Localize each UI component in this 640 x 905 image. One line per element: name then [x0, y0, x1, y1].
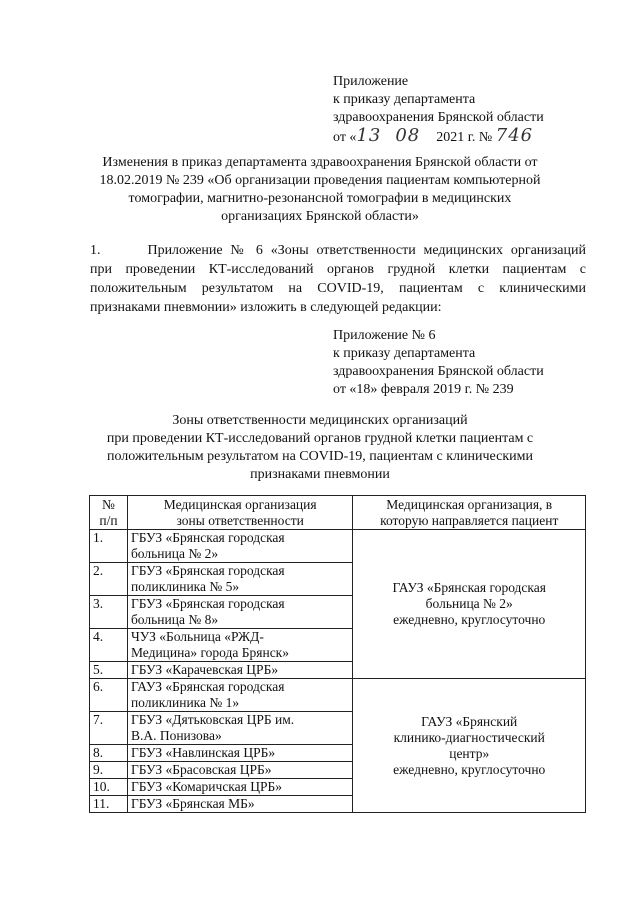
row-organization: ГБУЗ «Навлинская ЦРБ»: [127, 745, 353, 762]
header-destination-line2: которую направляется пациент: [380, 512, 559, 528]
zones-title-line: при проведении КТ-исследований органов грудной клетки пациентам с: [106, 431, 534, 446]
table-header-row: [90, 496, 586, 530]
destination-a-line3: ежедневно, круглосуточно: [393, 612, 546, 627]
row-organization: [127, 712, 353, 745]
row-organization-line2: В.А. Понизова»: [130, 728, 222, 743]
header-organization-line1: Медицинская организация: [163, 496, 317, 512]
paragraph-line: при проведении КТ-исследований органов грудной клетки пациентам с: [90, 262, 586, 277]
row-organization: [127, 530, 353, 563]
paragraph-line: 1. Приложение № 6 «Зоны ответственности медицинских организаций: [90, 243, 586, 258]
row-organization: ГБУЗ «Карачевская ЦРБ»: [127, 662, 353, 679]
row-organization: ГБУЗ «Брянская МБ»: [127, 796, 353, 813]
row-organization: ГБУЗ «Брасовская ЦРБ»: [127, 762, 353, 779]
row-organization-line1: ГБУЗ «Брянская городская: [130, 596, 285, 611]
handwritten-month: 08: [395, 125, 421, 146]
appendix-order-line: к приказу департамента: [333, 92, 476, 107]
header-number: [90, 496, 128, 530]
appendix6-department-line: здравоохранения Брянской области: [333, 364, 544, 379]
destination-cell-diagnostic-center: [353, 679, 586, 813]
row-organization-line2: поликлиника № 1»: [130, 695, 240, 710]
paragraph-line: признаками пневмонии» изложить в следующей редакции:: [90, 300, 442, 315]
row-organization-line1: ГАУЗ «Брянская городская: [130, 679, 285, 694]
destination-cell-hospital-2: [353, 530, 586, 679]
main-title-line: организациях Брянской области»: [221, 209, 419, 224]
appendix6-header: [333, 327, 544, 399]
row-number: 11.: [90, 796, 128, 813]
zones-title-line: Зоны ответственности медицинских организаций: [172, 413, 468, 428]
row-number: 6.: [90, 679, 128, 712]
header-number-line1: №: [102, 496, 115, 512]
row-organization: [127, 596, 353, 629]
row-organization-line1: ГБУЗ «Дятьковская ЦРБ им.: [130, 712, 295, 727]
row-organization-line1: ЧУЗ «Больница «РЖД-: [130, 629, 264, 644]
handwritten-number: 746: [495, 125, 534, 146]
row-organization-line1: ГБУЗ «Брянская городская: [130, 530, 285, 545]
zones-title-line: признаками пневмонии: [250, 467, 390, 482]
appendix6-order-line: к приказу департамента: [333, 346, 476, 361]
date-year: 2021 г. №: [436, 130, 493, 145]
row-organization-line2: Медицина» города Брянск»: [130, 645, 289, 660]
row-organization: [127, 563, 353, 596]
paragraph-line: положительным результатом на COVID-19, пациентам с клиническими: [90, 281, 586, 296]
main-title-line: томографии, магнитно-резонансной томографии в медицинских: [128, 191, 512, 206]
row-number: 9.: [90, 762, 128, 779]
row-number: 8.: [90, 745, 128, 762]
destination-b-line3: центр»: [449, 745, 490, 761]
row-number: 2.: [90, 563, 128, 596]
destination-b-line2: клинико-диагностический: [393, 729, 545, 745]
row-number: 7.: [90, 712, 128, 745]
row-organization-line2: поликлиника № 5»: [130, 579, 240, 594]
destination-a-line2: больница № 2»: [425, 596, 513, 611]
appendix6-title: Приложение № 6: [333, 328, 436, 343]
row-number: 3.: [90, 596, 128, 629]
appendix6-date-line: от «18» февраля 2019 г. № 239: [333, 382, 514, 397]
appendix-department-line: здравоохранения Брянской области: [333, 110, 544, 125]
handwritten-day: 13: [356, 125, 382, 146]
row-organization-line2: больница № 2»: [130, 546, 219, 561]
table-row: [90, 679, 586, 712]
destination-b-line1: ГАУЗ «Брянский: [421, 713, 518, 729]
row-number: 4.: [90, 629, 128, 662]
header-number-line2: п/п: [99, 512, 118, 528]
row-organization: [127, 629, 353, 662]
table-row: [90, 530, 586, 563]
destination-b-line4: ежедневно, круглосуточно: [393, 761, 546, 777]
zones-title: [60, 412, 580, 484]
row-organization-line1: ГБУЗ «Брянская городская: [130, 563, 285, 578]
header-destination-line1: Медицинская организация, в: [386, 496, 553, 512]
row-organization: [127, 679, 353, 712]
row-organization-line2: больница № 8»: [130, 612, 219, 627]
header-destination: [353, 496, 586, 530]
row-organization: ГБУЗ «Комаричская ЦРБ»: [127, 779, 353, 796]
zones-title-line: положительным результатом на COVID-19, пациентам с клиническими: [107, 449, 533, 464]
row-number: 5.: [90, 662, 128, 679]
row-number: 10.: [90, 779, 128, 796]
destination-a-line1: ГАУЗ «Брянская городская: [392, 580, 546, 595]
appendix-header: [333, 73, 544, 147]
row-number: 1.: [90, 530, 128, 563]
header-organization-line2: зоны ответственности: [176, 512, 304, 528]
responsibility-table: [89, 495, 586, 813]
appendix-title: Приложение: [333, 74, 409, 89]
appendix-date-line: [333, 127, 544, 147]
main-title: [60, 154, 580, 226]
header-organization: [127, 496, 353, 530]
paragraph-1: [90, 241, 586, 317]
main-title-line: Изменения в приказ департамента здравоохранения Брянской области от: [102, 155, 538, 170]
date-prefix: от «: [333, 130, 357, 145]
main-title-line: 18.02.2019 № 239 «Об организации проведения пациентам компьютерной: [99, 173, 541, 188]
